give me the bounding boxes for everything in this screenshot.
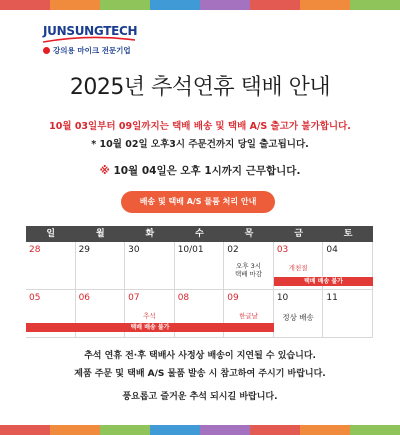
footer-greeting: 풍요롭고 즐거운 추석 되시길 바랍니다. xyxy=(122,392,278,402)
footer-reference-notice: 제품 주문 및 택배 A/S 물품 발송 시 참고하여 주시기 바랍니다. xyxy=(74,369,326,379)
reference-mark: ※ xyxy=(99,165,110,177)
no-delivery-bar: 택배 배송 불가 xyxy=(274,277,373,286)
stripe-segment xyxy=(200,425,250,435)
stripe-segment xyxy=(0,425,50,435)
day-cell-11 xyxy=(323,290,373,337)
weekday-wed: 수 xyxy=(195,229,204,239)
logo-brand: JUNSUNGTECH xyxy=(43,24,138,38)
weekday-sun: 일 xyxy=(46,229,56,239)
stripe-segment xyxy=(200,0,250,10)
day-number: 10 xyxy=(276,293,289,303)
notice-line-cutoff: * 10월 02일 오후3시 주문건까지 당일 출고됩니다. xyxy=(91,139,309,150)
day-number: 06 xyxy=(78,293,91,303)
stripe-segment xyxy=(350,0,400,10)
logo-swoosh-icon xyxy=(43,36,135,44)
weekday-fri: 금 xyxy=(294,229,303,239)
day-number: 07 xyxy=(128,293,140,303)
day-number: 09 xyxy=(227,293,239,303)
stripe-segment xyxy=(100,425,150,435)
day-number: 04 xyxy=(326,245,338,255)
notice-line-hours xyxy=(0,163,400,178)
day-note-holiday: 개천절 xyxy=(288,264,308,272)
stripe-segment xyxy=(300,425,350,435)
no-delivery-bar: 택배 배송 불가 xyxy=(26,323,274,332)
stripe-segment xyxy=(250,0,300,10)
stripe-segment xyxy=(150,425,200,435)
day-cell-10-01 xyxy=(175,242,225,289)
notice-line-closure: 10월 03일부터 09일까지는 택배 배송 및 택배 A/S 출고가 불가합니다. xyxy=(49,121,351,132)
calendar-weekday-header xyxy=(26,226,373,242)
notice-hours-text: 10월 04일은 오후 1시까지 근무합니다. xyxy=(113,165,301,177)
stripe-segment xyxy=(350,425,400,435)
stripe-segment xyxy=(50,425,100,435)
stripe-segment xyxy=(50,0,100,10)
day-number: 08 xyxy=(177,293,190,303)
day-cell-29 xyxy=(76,242,126,289)
calendar-week-1 xyxy=(26,242,373,290)
stripe-segment xyxy=(100,0,150,10)
logo-dot-icon xyxy=(43,47,50,54)
company-logo xyxy=(43,24,163,60)
stripe-segment xyxy=(0,0,50,10)
day-number: 29 xyxy=(78,245,91,255)
weekday-tue: 화 xyxy=(145,229,155,239)
day-number: 30 xyxy=(128,245,140,255)
stripe-segment xyxy=(150,0,200,10)
day-number: 28 xyxy=(29,245,41,255)
day-number: 10/01 xyxy=(177,245,204,255)
bottom-color-stripe xyxy=(0,425,400,435)
day-number: 05 xyxy=(29,293,41,303)
day-note-normal-delivery: 정상 배송 xyxy=(282,313,314,322)
day-number: 02 xyxy=(227,245,239,255)
logo-tagline: 강의용 마이크 전문기업 xyxy=(53,46,131,55)
day-cell-10 xyxy=(274,290,324,337)
weekday-sat: 토 xyxy=(343,229,353,239)
stripe-segment xyxy=(300,0,350,10)
day-number: 03 xyxy=(276,245,289,255)
weekday-mon: 월 xyxy=(95,229,105,239)
logo-tagline-row xyxy=(43,45,131,56)
top-color-stripe xyxy=(0,0,400,10)
day-number: 11 xyxy=(326,293,338,303)
day-cell-30 xyxy=(125,242,175,289)
day-cell-02 xyxy=(224,242,274,289)
section-pill-label: 배송 및 택배 A/S 물품 처리 안내 xyxy=(121,191,275,213)
weekday-thu: 목 xyxy=(244,229,254,239)
day-cell-28 xyxy=(26,242,76,289)
shipping-calendar xyxy=(26,226,373,338)
day-note-cutoff: 오후 3시 택배 마감 xyxy=(234,262,263,278)
day-note-hangul-day: 한글날 xyxy=(239,312,258,320)
footer-delay-notice: 추석 연휴 전·후 택배사 사정상 배송이 지연될 수 있습니다. xyxy=(84,351,316,361)
day-note-chuseok: 추석 xyxy=(143,312,156,320)
stripe-segment xyxy=(250,425,300,435)
page-title: 2025년 추석연휴 택배 안내 xyxy=(69,75,331,100)
calendar-week-2 xyxy=(26,290,373,338)
